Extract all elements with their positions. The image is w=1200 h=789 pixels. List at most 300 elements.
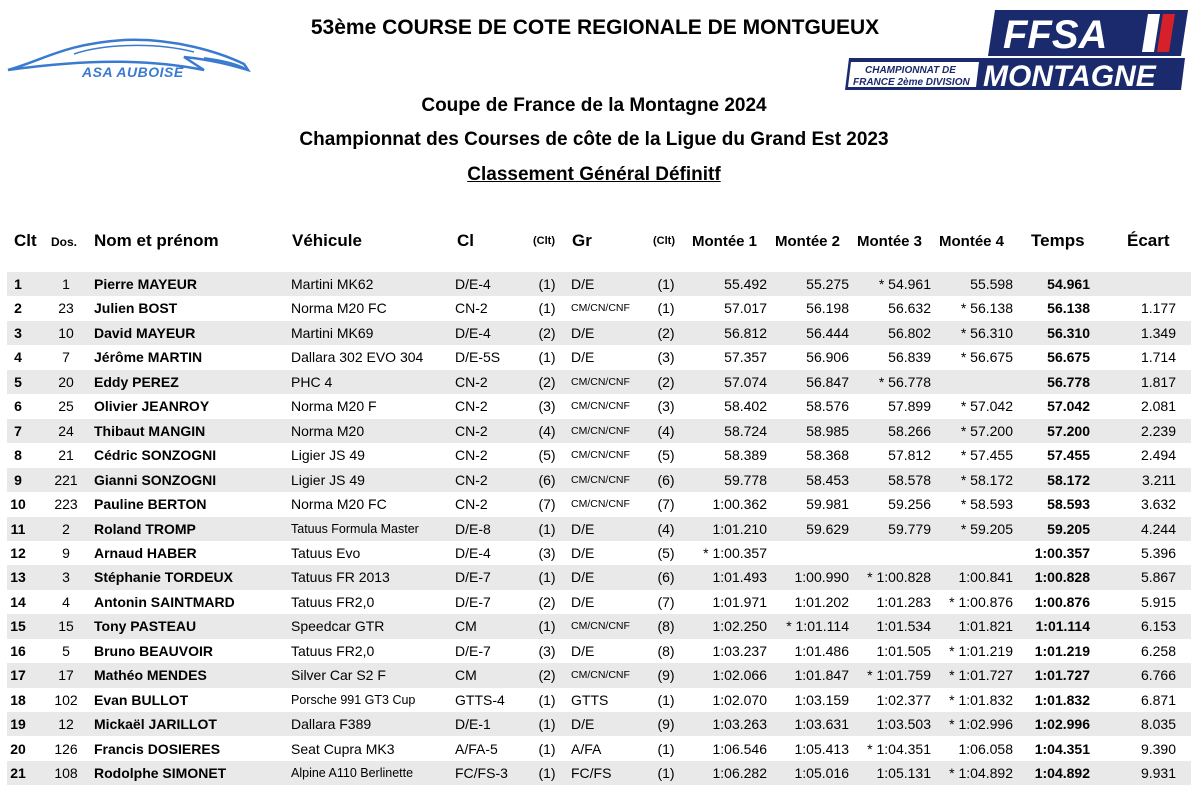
cell-dos: 2 [62, 520, 70, 537]
cell-m2: 58.576 [806, 398, 849, 415]
cell-m3: 58.578 [888, 471, 931, 488]
cell-m4: 1:00.841 [958, 569, 1013, 586]
cell-dos: 223 [54, 496, 78, 513]
cell-m1: 1:02.250 [712, 618, 767, 635]
cell-m1: 1:03.263 [712, 716, 767, 733]
cell-m4: * 57.200 [960, 422, 1013, 439]
cell-ccl: (3) [538, 642, 556, 659]
cell-m4: * 1:04.892 [949, 765, 1013, 781]
col-clt-cl: (Clt) [533, 235, 555, 247]
cell-m3: 1:01.534 [876, 618, 931, 635]
cell-cl: CN-2 [455, 496, 488, 513]
cell-clt: 11 [10, 520, 26, 537]
cell-m2: 58.368 [806, 447, 849, 464]
cell-m1: 57.357 [724, 349, 767, 366]
col-cl: Cl [457, 231, 474, 250]
cell-gr: D/E [571, 276, 595, 292]
cell-cgr: (3) [657, 349, 675, 366]
cell-ccl: (1) [538, 276, 556, 292]
cell-temps: 59.205 [1047, 520, 1090, 537]
cell-m4: 55.598 [970, 276, 1013, 292]
cell-nom: Eddy PEREZ [94, 373, 179, 390]
cell-ccl: (1) [538, 740, 556, 757]
cell-m3: 57.899 [888, 398, 931, 415]
cell-temps: 1:00.876 [1034, 593, 1090, 610]
cell-cgr: (1) [657, 691, 675, 708]
cell-temps: 57.455 [1047, 447, 1090, 464]
cell-veh: Silver Car S2 F [291, 667, 386, 684]
cell-dos: 10 [58, 324, 74, 341]
cell-dos: 108 [54, 765, 78, 781]
cell-ccl: (5) [538, 447, 556, 464]
cell-clt: 8 [14, 447, 22, 464]
cell-ccl: (1) [538, 520, 556, 537]
cell-m4: * 1:00.876 [949, 593, 1013, 610]
cell-cl: D/E-4 [455, 544, 491, 561]
col-montee-2: Montée 2 [775, 233, 841, 250]
cell-veh: Ligier JS 49 [291, 447, 365, 464]
cell-m1: 1:01.971 [712, 593, 767, 610]
cell-nom: Pierre MAYEUR [94, 276, 197, 292]
cell-clt: 9 [14, 471, 22, 488]
cell-veh: Alpine A110 Berlinette [291, 766, 414, 780]
cell-m3: 56.802 [888, 324, 931, 341]
cell-ecart: 1.714 [1140, 349, 1176, 366]
cell-m4: * 1:01.727 [949, 667, 1013, 684]
cell-m1: 1:01.210 [712, 520, 767, 537]
cell-m2: 1:01.847 [794, 667, 849, 684]
cell-m3: * 1:04.351 [867, 740, 931, 757]
col-vehicule: Véhicule [292, 231, 362, 250]
cell-m3: 59.779 [888, 520, 931, 537]
cell-temps: 1:04.351 [1034, 740, 1090, 757]
cell-ecart: 3.211 [1142, 471, 1176, 488]
cell-nom: Antonin SAINTMARD [94, 593, 235, 610]
cell-nom: Julien BOST [94, 300, 178, 317]
cell-dos: 23 [58, 300, 74, 317]
cell-veh: Tatuus FR 2013 [291, 569, 390, 586]
cell-gr: D/E [571, 544, 595, 561]
cell-m3: * 1:01.759 [867, 667, 931, 684]
cell-cl: D/E-7 [455, 642, 491, 659]
cell-ccl: (1) [538, 691, 556, 708]
cell-cl: D/E-7 [455, 593, 491, 610]
cell-ccl: (1) [538, 716, 556, 733]
cell-gr: CM/CN/CNF [571, 620, 630, 633]
col-dos: Dos. [51, 235, 78, 249]
asa-auboise-text: ASA AUBOISE [82, 64, 184, 80]
cell-ecart: 6.153 [1140, 618, 1176, 635]
cell-clt: 6 [14, 398, 22, 415]
cell-m4: * 1:02.996 [949, 716, 1013, 733]
cell-m2: * 1:01.114 [786, 618, 849, 635]
col-montee-4: Montée 4 [939, 233, 1005, 250]
cell-dos: 102 [54, 691, 78, 708]
subtitle-championnat: Championnat des Courses de côte de la Ligue du Grand Est 2023 [299, 129, 889, 150]
cell-dos: 17 [58, 667, 74, 684]
cell-m3: 57.812 [888, 447, 931, 464]
cell-ecart: 3.632 [1140, 496, 1176, 513]
cell-ccl: (6) [538, 471, 556, 488]
cell-temps: 57.042 [1047, 398, 1090, 415]
cell-nom: Rodolphe SIMONET [94, 765, 227, 781]
cell-m2: 59.981 [806, 496, 849, 513]
cell-veh: Seat Cupra MK3 [291, 740, 395, 757]
cell-gr: CM/CN/CNF [571, 473, 630, 486]
cell-ecart: 8.035 [1140, 716, 1176, 733]
cell-gr: FC/FS [571, 765, 612, 781]
cell-clt: 2 [14, 300, 22, 317]
cell-temps: 54.961 [1047, 276, 1090, 292]
cell-m1: 1:06.546 [712, 740, 767, 757]
cell-gr: D/E [571, 569, 595, 586]
cell-clt: 10 [10, 496, 26, 513]
cell-clt: 13 [10, 569, 26, 586]
cell-ecart: 2.239 [1140, 422, 1176, 439]
cell-m1: 59.778 [724, 471, 767, 488]
cell-temps: 57.200 [1047, 422, 1090, 439]
cell-cl: D/E-5S [455, 349, 501, 366]
cell-veh: Porsche 991 GT3 Cup [291, 692, 416, 707]
cell-gr: GTTS [571, 691, 609, 708]
cell-m2: 56.444 [806, 324, 849, 341]
cell-veh: Norma M20 [291, 422, 365, 439]
cell-m1: 56.812 [724, 324, 767, 341]
cell-m4: * 56.310 [960, 324, 1013, 341]
cell-m1: 58.389 [724, 447, 767, 464]
cell-clt: 1 [14, 276, 22, 292]
cell-veh: Ligier JS 49 [291, 471, 365, 488]
cell-veh: Martini MK69 [291, 324, 374, 341]
cell-temps: 56.310 [1047, 324, 1090, 341]
cell-m1: 1:02.066 [712, 667, 767, 684]
subtitle-classement: Classement Général Définitf [467, 164, 721, 185]
cell-m1: * 1:00.357 [703, 544, 767, 561]
cell-nom: Francis DOSIERES [94, 740, 221, 757]
cell-clt: 21 [10, 765, 26, 781]
cell-m3: 58.266 [888, 422, 931, 439]
cell-nom: Mathéo MENDES [94, 667, 207, 684]
cell-ccl: (1) [538, 569, 556, 586]
cell-m1: 1:06.282 [712, 765, 767, 781]
cell-ccl: (4) [538, 422, 556, 439]
cell-dos: 25 [58, 398, 74, 415]
cell-gr: D/E [571, 642, 595, 659]
cell-clt: 12 [10, 544, 26, 561]
cell-nom: Mickaël JARILLOT [94, 716, 217, 733]
cell-cgr: (1) [657, 300, 675, 317]
cell-nom: Olivier JEANROY [94, 398, 210, 415]
cell-m1: 1:02.070 [712, 691, 767, 708]
cell-temps: 56.675 [1047, 349, 1090, 366]
subtitle-coupe: Coupe de France de la Montagne 2024 [421, 95, 767, 116]
cell-m2: 1:01.486 [794, 642, 849, 659]
cell-m1: 1:01.493 [712, 569, 767, 586]
cell-cl: A/FA-5 [455, 740, 498, 757]
cell-dos: 5 [62, 642, 70, 659]
col-clt-gr: (Clt) [653, 235, 675, 247]
cell-m4: 1:01.821 [958, 618, 1013, 635]
cell-cl: CN-2 [455, 398, 488, 415]
cell-clt: 19 [10, 716, 26, 733]
cell-cl: D/E-1 [455, 716, 491, 733]
cell-m2: 59.629 [806, 520, 849, 537]
cell-cl: CN-2 [455, 447, 488, 464]
cell-m3: 1:01.283 [876, 593, 931, 610]
cell-cl: CM [455, 667, 477, 684]
cell-m2: 56.847 [806, 373, 849, 390]
cell-nom: Bruno BEAUVOIR [94, 642, 213, 659]
cell-nom: Arnaud HABER [94, 544, 197, 561]
cell-m1: 58.724 [724, 422, 767, 439]
cell-veh: Norma M20 FC [291, 300, 387, 317]
cell-m2: 1:03.631 [794, 716, 849, 733]
cell-ccl: (1) [538, 300, 556, 317]
cell-veh: Tatuus FR2,0 [291, 593, 375, 610]
cell-gr: CM/CN/CNF [571, 400, 630, 413]
cell-ecart: 6.258 [1140, 642, 1176, 659]
cell-gr: CM/CN/CNF [571, 669, 630, 682]
cell-temps: 1:01.727 [1034, 667, 1090, 684]
svg-text:CHAMPIONNAT DE: CHAMPIONNAT DE [865, 65, 956, 76]
cell-veh: Tatuus FR2,0 [291, 642, 375, 659]
cell-ccl: (7) [538, 496, 556, 513]
col-clt: Clt [14, 231, 37, 250]
cell-cl: CN-2 [455, 373, 488, 390]
cell-m2: 56.906 [806, 349, 849, 366]
cell-clt: 17 [10, 667, 26, 684]
cell-clt: 14 [10, 593, 26, 610]
cell-veh: Dallara 302 EVO 304 [291, 349, 424, 366]
cell-cgr: (4) [657, 520, 675, 537]
cell-ecart: 9.931 [1140, 765, 1176, 781]
cell-cl: D/E-7 [455, 569, 491, 586]
cell-gr: D/E [571, 349, 595, 366]
cell-dos: 24 [58, 422, 74, 439]
cell-cl: D/E-4 [455, 276, 491, 292]
cell-gr: D/E [571, 716, 595, 733]
cell-temps: 1:00.828 [1034, 569, 1090, 586]
cell-veh: Tatuus Evo [291, 544, 361, 561]
cell-m2: 1:05.016 [794, 765, 849, 781]
cell-nom: Cédric SONZOGNI [94, 447, 217, 464]
cell-temps: 1:02.996 [1034, 716, 1090, 733]
cell-ccl: (1) [538, 349, 556, 366]
cell-ecart: 1.817 [1140, 373, 1176, 390]
cell-cgr: (7) [657, 496, 675, 513]
col-montee-1: Montée 1 [692, 233, 758, 250]
cell-m2: 1:00.990 [794, 569, 849, 586]
cell-cgr: (6) [657, 471, 675, 488]
cell-gr: CM/CN/CNF [571, 449, 630, 462]
cell-m2: 1:03.159 [794, 691, 849, 708]
cell-cgr: (2) [657, 324, 675, 341]
cell-cgr: (3) [657, 398, 675, 415]
cell-cl: D/E-4 [455, 324, 491, 341]
cell-ccl: (1) [538, 618, 556, 635]
cell-m1: 1:00.362 [712, 496, 767, 513]
cell-m1: 55.492 [724, 276, 767, 292]
cell-veh: PHC 4 [291, 373, 333, 390]
cell-dos: 1 [62, 276, 70, 292]
cell-dos: 21 [58, 447, 74, 464]
cell-ecart: 4.244 [1140, 520, 1176, 537]
cell-clt: 5 [14, 373, 22, 390]
cell-m4: * 58.593 [960, 496, 1013, 513]
cell-cgr: (4) [657, 422, 675, 439]
cell-m3: 56.839 [888, 349, 931, 366]
cell-nom: Evan BULLOT [94, 691, 189, 708]
cell-gr: D/E [571, 520, 595, 537]
cell-veh: Speedcar GTR [291, 618, 385, 635]
cell-nom: Gianni SONZOGNI [94, 471, 217, 488]
cell-nom: Pauline BERTON [94, 496, 207, 513]
cell-temps: 1:04.892 [1034, 765, 1090, 781]
cell-cgr: (8) [657, 618, 675, 635]
cell-temps: 58.593 [1047, 496, 1090, 513]
cell-dos: 20 [58, 373, 74, 390]
cell-clt: 18 [10, 691, 26, 708]
event-title: 53ème COURSE DE COTE REGIONALE DE MONTGUEUX [310, 16, 880, 39]
cell-clt: 16 [10, 642, 26, 659]
cell-temps: 1:01.114 [1035, 618, 1090, 635]
col-ecart: Écart [1127, 231, 1170, 250]
cell-ecart: 1.349 [1140, 324, 1176, 341]
cell-ccl: (2) [538, 324, 556, 341]
cell-m2: 58.985 [806, 422, 849, 439]
cell-m1: 57.074 [724, 373, 767, 390]
cell-clt: 20 [10, 740, 26, 757]
cell-m3: * 1:00.828 [867, 569, 931, 586]
cell-m2: 1:05.413 [794, 740, 849, 757]
cell-veh: Norma M20 FC [291, 496, 387, 513]
svg-text:FRANCE 2ème DIVISION: FRANCE 2ème DIVISION [853, 77, 970, 88]
cell-ecart: 1.177 [1140, 300, 1176, 317]
cell-gr: D/E [571, 324, 595, 341]
cell-ccl: (1) [538, 765, 556, 781]
cell-nom: Thibaut MANGIN [94, 422, 206, 439]
cell-nom: David MAYEUR [94, 324, 196, 341]
cell-m4: * 1:01.219 [949, 642, 1013, 659]
cell-temps: 56.778 [1047, 373, 1090, 390]
cell-nom: Jérôme MARTIN [94, 349, 203, 366]
cell-m2: 56.198 [806, 300, 849, 317]
cell-dos: 3 [62, 569, 70, 586]
cell-cl: CN-2 [455, 471, 488, 488]
cell-ecart: 9.390 [1140, 740, 1176, 757]
cell-cl: FC/FS-3 [455, 765, 508, 781]
cell-temps: 56.138 [1047, 300, 1090, 317]
cell-m4: 1:06.058 [958, 740, 1013, 757]
cell-cgr: (5) [657, 447, 675, 464]
cell-veh: Martini MK62 [291, 276, 374, 292]
col-montee-3: Montée 3 [857, 233, 923, 250]
cell-gr: CM/CN/CNF [571, 498, 630, 511]
cell-ccl: (2) [538, 373, 556, 390]
cell-m3: 1:02.377 [876, 691, 931, 708]
cell-ecart: 2.494 [1140, 447, 1176, 464]
cell-cl: D/E-8 [455, 520, 491, 537]
cell-m3: 59.256 [888, 496, 931, 513]
cell-m1: 57.017 [724, 300, 767, 317]
cell-m4: * 59.205 [960, 520, 1013, 537]
cell-gr: CM/CN/CNF [571, 302, 630, 315]
cell-veh: Dallara F389 [291, 716, 372, 733]
cell-cgr: (8) [657, 642, 675, 659]
cell-cl: CM [455, 618, 477, 635]
cell-dos: 15 [58, 618, 74, 635]
cell-ecart: 5.396 [1140, 544, 1176, 561]
cell-nom: Tony PASTEAU [94, 618, 197, 635]
cell-m4: * 58.172 [960, 471, 1013, 488]
cell-gr: CM/CN/CNF [571, 424, 630, 437]
cell-gr: A/FA [571, 740, 602, 757]
cell-m1: 58.402 [724, 398, 767, 415]
cell-dos: 12 [58, 716, 74, 733]
cell-m3: * 54.961 [878, 276, 931, 292]
cell-m4: * 57.455 [960, 447, 1013, 464]
cell-ecart: 2.081 [1140, 398, 1176, 415]
cell-dos: 7 [62, 349, 70, 366]
cell-cl: CN-2 [455, 300, 488, 317]
ffsa-montagne-logo [845, 8, 1190, 94]
cell-nom: Stéphanie TORDEUX [94, 569, 233, 586]
cell-temps: 58.172 [1047, 471, 1090, 488]
cell-cgr: (9) [657, 716, 675, 733]
cell-ccl: (3) [538, 544, 556, 561]
cell-m4: * 1:01.832 [949, 691, 1013, 708]
cell-ccl: (2) [538, 667, 556, 684]
cell-nom: Roland TROMP [94, 520, 196, 537]
cell-dos: 126 [54, 740, 78, 757]
cell-cgr: (1) [657, 740, 675, 757]
cell-ecart: 6.766 [1140, 667, 1176, 684]
cell-cgr: (7) [657, 593, 675, 610]
cell-dos: 221 [54, 471, 78, 488]
cell-gr: CM/CN/CNF [571, 375, 630, 388]
ffsa-text: FFSA [1003, 13, 1108, 57]
cell-m4: * 56.138 [960, 300, 1013, 317]
cell-cgr: (6) [657, 569, 675, 586]
col-temps: Temps [1031, 231, 1085, 250]
cell-cgr: (5) [657, 544, 675, 561]
cell-cgr: (1) [657, 276, 675, 292]
cell-ecart: 6.871 [1140, 691, 1176, 708]
cell-m3: * 56.778 [878, 373, 931, 390]
cell-m3: 1:03.503 [876, 716, 931, 733]
cell-clt: 15 [10, 618, 26, 635]
cell-ecart: 5.867 [1140, 569, 1176, 586]
cell-dos: 4 [62, 593, 70, 610]
cell-m3: 56.632 [888, 300, 931, 317]
cell-veh: Norma M20 F [291, 398, 377, 415]
cell-clt: 3 [14, 324, 22, 341]
cell-temps: 1:00.357 [1034, 544, 1090, 561]
col-nom: Nom et prénom [94, 231, 219, 250]
cell-cl: GTTS-4 [455, 691, 505, 708]
cell-dos: 9 [62, 544, 70, 561]
cell-cgr: (1) [657, 765, 675, 781]
cell-cl: CN-2 [455, 422, 488, 439]
cell-clt: 4 [14, 349, 22, 366]
montagne-text: MONTAGNE [983, 60, 1156, 93]
cell-ccl: (2) [538, 593, 556, 610]
cell-gr: D/E [571, 593, 595, 610]
cell-m4: * 57.042 [960, 398, 1013, 415]
cell-m2: 58.453 [806, 471, 849, 488]
cell-cgr: (9) [657, 667, 675, 684]
cell-veh: Tatuus Formula Master [291, 521, 419, 536]
